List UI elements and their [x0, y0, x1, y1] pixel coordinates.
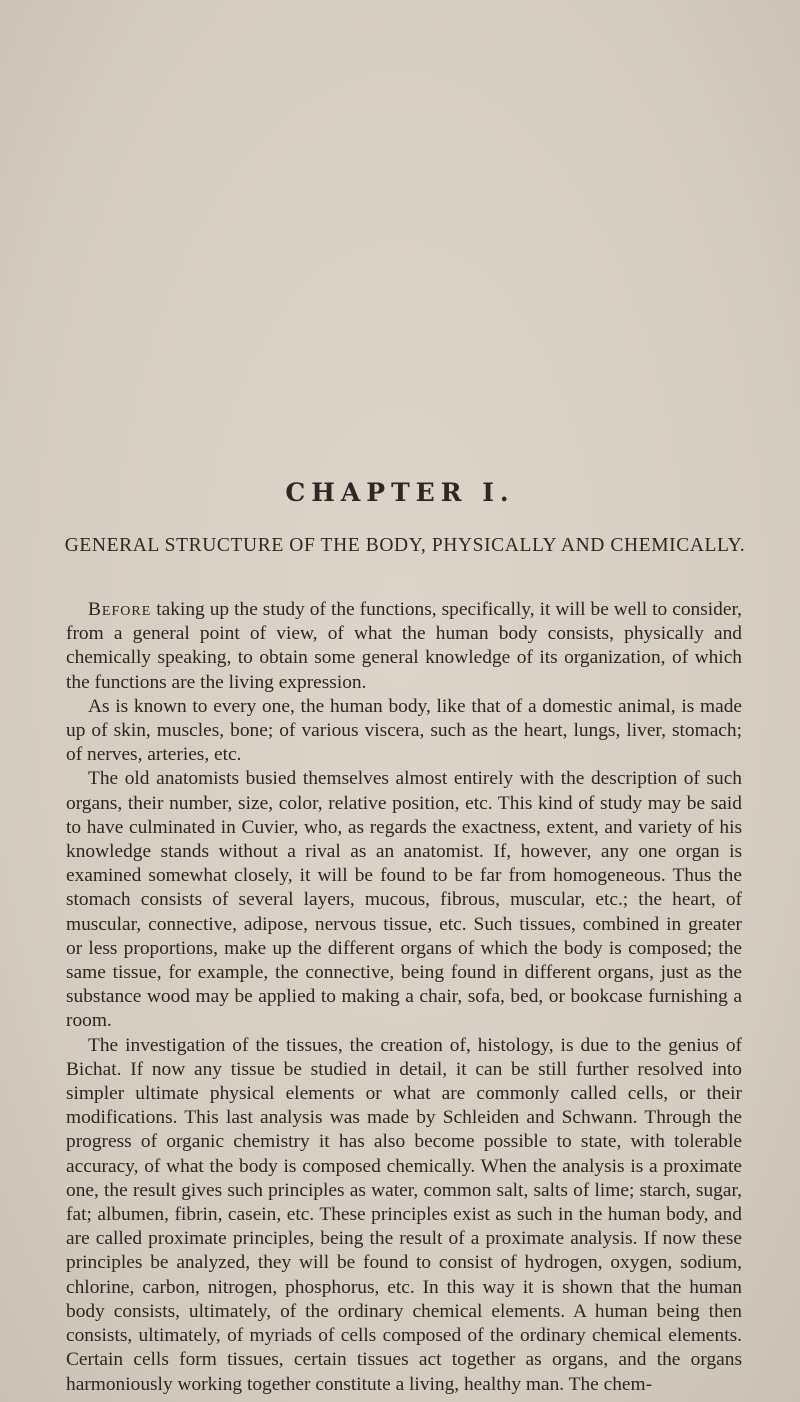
paragraph-1 [66, 598, 742, 695]
paragraph-4: The investigation of the tissues, the creation of, histology, is due to the genius of Bichat. If now any tissue be studied in detail, it can be still further resolved into simpler ultimate physical elements or what are commonly called cells, or their modifications. This last analysis was made by Schleiden and Schwann. Through the progress of organic chemistry it has also become possible to state, with tolerable accuracy, of what the body is composed chemically. When the analysis is a proximate one, the result gives such principles as water, common salt, salts of lime; starch, sugar, fat; albumen, fibrin, casein, etc. These principles exist as such in the human body, and are called proximate principles, being the result of a proximate analysis. If now these principles be analyzed, they will be found to consist of hydrogen, oxygen, sodium, chlorine, carbon, nitrogen, phosphorus, etc. In this way it is shown that the human body consists, ultimately, of the ordinary chemical elements. A human being then consists, ultimately, of myriads of cells composed of the ordinary chemical elements. Certain cells form tissues, certain tissues act together as organs, and the organs harmoniously working together constitute a living, healthy man. The chem- [66, 1034, 742, 1395]
paragraph-lead: Before [88, 599, 152, 620]
chapter-title: CHAPTER I. [285, 478, 515, 507]
paragraph-3: The old anatomists busied themselves almost entirely with the description of such organs, their number, size, color, relative position, etc. This kind of study may be said to have culminated in Cuvier, who, as regards the exactness, extent, and variety of his knowledge stands without a rival as an anatomist. If, however, any one organ is examined somewhat closely, it will be found to be far from homogeneous. Thus the stomach consists of several layers, mucous, fibrous, muscular, etc.; the heart, of muscular, connective, adipose, nervous tissue, etc. Such tissues, combined in greater or less proportions, make up the different organs of which the body is composed; the same tissue, for example, the connective, being found in different organs, just as the substance wood may be applied to making a chair, sofa, bed, or bookcase furnishing a room. [66, 768, 742, 1032]
section-title: GENERAL STRUCTURE OF THE BODY, PHYSICALLY AND CHEMICALLY. [64, 535, 746, 556]
body-text [66, 598, 742, 1397]
paragraph-text: taking up the study of the functions, specifically, it will be well to consider, from a general point of view, of what the human body consists, physically and chemically speaking, to obtain some general knowledge of its organization, of which the functions are the living expression. [66, 599, 742, 693]
paragraph-2: As is known to every one, the human body, like that of a domestic animal, is made up of skin, muscles, bone; of various viscera, such as the heart, lungs, liver, stomach; of nerves, arteries, etc. [66, 695, 742, 766]
